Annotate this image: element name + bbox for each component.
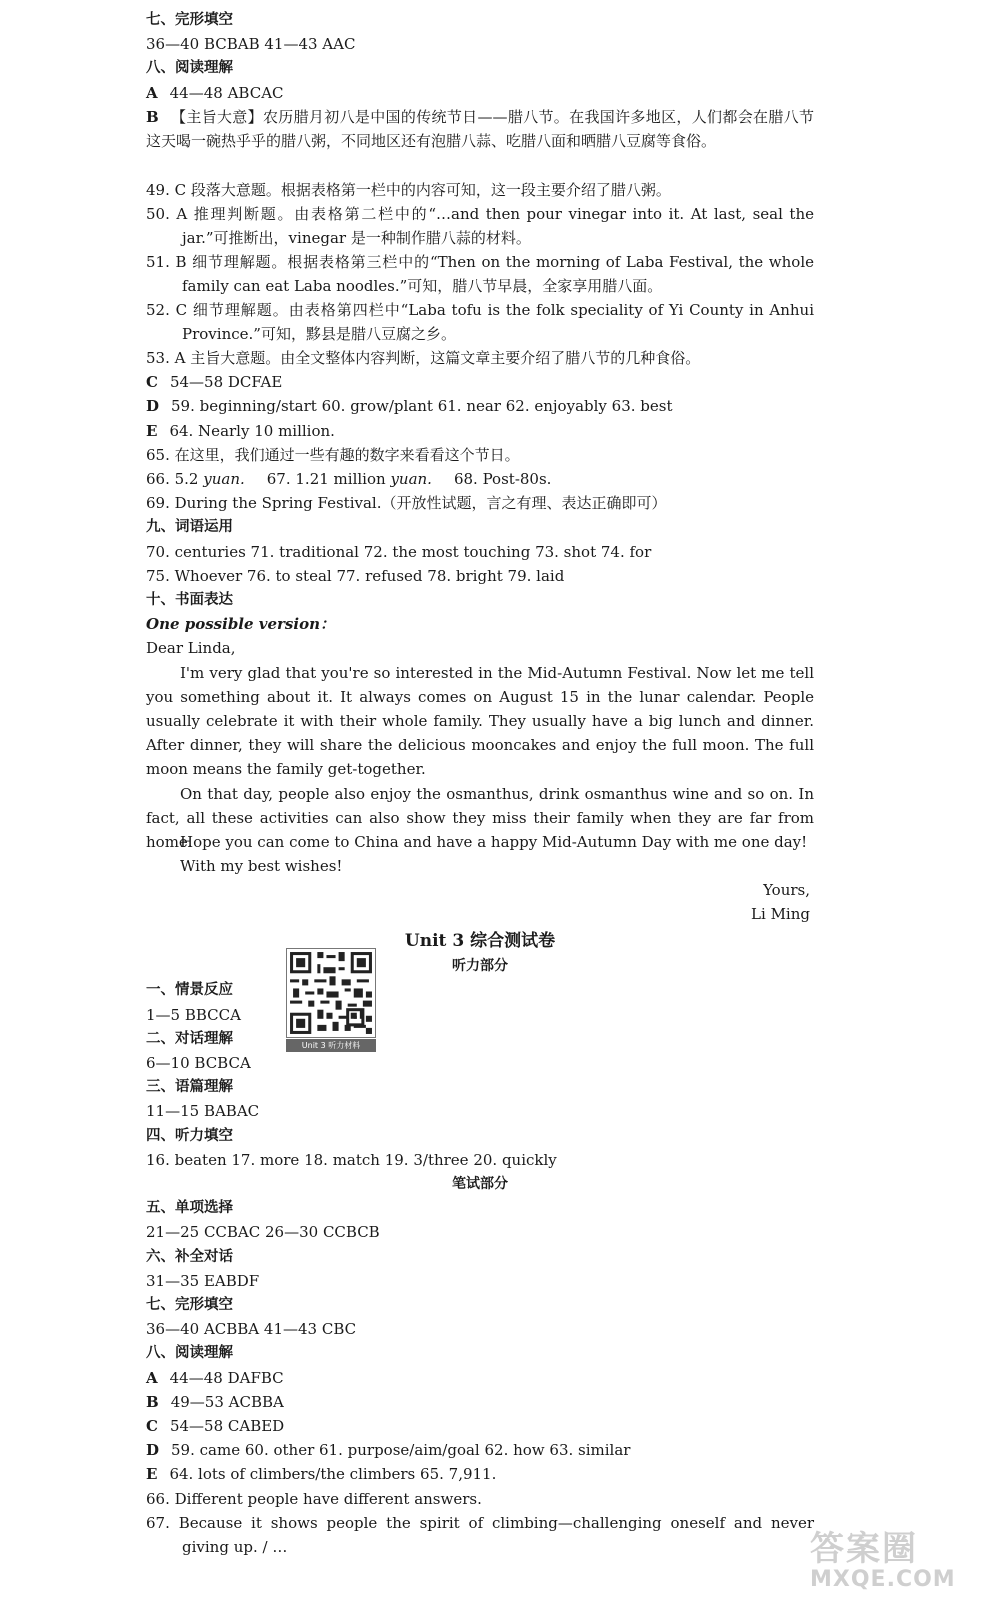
essay-greeting: Dear Linda, <box>146 639 236 658</box>
part-title: 听力部分 <box>452 958 508 975</box>
answer-explanation: 51. B 细节理解题。根据表格第三栏中的“Then on the morning of Laba Festival, the whole family can eat Laba noodles.”可知，腊八节早晨，全家享用腊八面。 <box>146 253 814 296</box>
answer-line: 70. centuries 71. traditional 72. the most touching 73. shot 74. for <box>146 542 652 561</box>
summary-text: 【主旨大意】农历腊月初八是中国的传统节日——腊八节。在我国许多地区，人们都会在腊八节这天喝一碗热乎乎的腊八粥，不同地区还有泡腊八蒜、吃腊八面和晒腊八豆腐等食俗。 <box>146 107 814 151</box>
answer-text: 44—48 ABCAC <box>169 83 284 102</box>
essay-paragraph: With my best wishes! <box>180 856 343 875</box>
qr-code[interactable] <box>286 948 376 1052</box>
section-heading: 七、完形填空 <box>146 1296 233 1313</box>
answer-text: 49—53 ACBBA <box>170 1392 284 1411</box>
section-heading: 一、情景反应 <box>146 982 233 999</box>
answer-text: 67. 1.21 million <box>266 470 391 489</box>
answer-text: 64. lots of climbers/the climbers 65. 7,911. <box>169 1465 497 1484</box>
qr-code-icon <box>286 948 376 1038</box>
answer-line: 6—10 BCBCA <box>146 1054 251 1073</box>
watermark-bottom: MXQE.COM <box>810 1567 956 1592</box>
answer-text: 66. 5.2 <box>146 470 204 489</box>
section-heading: 五、单项选择 <box>146 1200 233 1217</box>
answer-line: 69. During the Spring Festival.（开放性试题，言之有理、表达正确即可） <box>146 494 667 513</box>
answer-line: 49. C 段落大意题。根据表格第一栏中的内容可知，这一段主要介绍了腊八粥。 <box>146 180 671 199</box>
qr-label: Unit 3 听力材料 <box>286 1039 376 1052</box>
answer-line: 1—5 BBCCA <box>146 1005 241 1024</box>
answer-page <box>146 8 814 1559</box>
answer-line: 75. Whoever 76. to steal 77. refused 78. bright 79. laid <box>146 566 565 585</box>
essay-closing: Yours, <box>763 881 810 900</box>
answer-line: 66. Different people have different answers. <box>146 1489 482 1508</box>
answer-line: 11—15 BABAC <box>146 1102 260 1121</box>
answer-line: 21—25 CCBAC 26—30 CCBCB <box>146 1223 380 1242</box>
answer-line <box>146 370 814 394</box>
answer-text: 59. beginning/start 60. grow/plant 61. near 62. enjoyably 63. best <box>171 397 673 416</box>
section-heading: 二、对话理解 <box>146 1030 233 1047</box>
answer-text: yuan. <box>203 470 245 489</box>
part-letter: C <box>146 1416 158 1435</box>
answer-text: yuan. <box>390 470 432 489</box>
answer-line <box>146 81 814 105</box>
answer-text: 54—58 DCFAE <box>169 373 283 392</box>
answer-line: 36—40 ACBBA 41—43 CBC <box>146 1320 357 1339</box>
part-title: 笔试部分 <box>452 1176 508 1193</box>
answer-line <box>146 1414 814 1438</box>
part-letter: B <box>146 1392 159 1411</box>
answer-line <box>146 394 814 418</box>
section-heading: 八、阅读理解 <box>146 1345 233 1362</box>
part-letter: D <box>146 1441 160 1460</box>
section-heading: 四、听力填空 <box>146 1127 233 1144</box>
part-letter: A <box>146 1368 158 1387</box>
answer-text: 54—58 CABED <box>169 1416 285 1435</box>
answer-line <box>146 1366 814 1390</box>
answer-line <box>146 1438 814 1462</box>
answer-line <box>146 1462 814 1486</box>
answer-text: 59. came 60. other 61. purpose/aim/goal 62. how 63. similar <box>171 1441 631 1460</box>
section-heading: 三、语篇理解 <box>146 1079 233 1096</box>
essay-paragraph: Hope you can come to China and have a happy Mid-Autumn Day with me one day! <box>180 832 808 851</box>
answer-text: 64. Nearly 10 million. <box>169 421 335 440</box>
section-heading: 六、补全对话 <box>146 1248 233 1265</box>
section-heading: 八、阅读理解 <box>146 60 233 77</box>
part-letter: B <box>146 107 159 126</box>
answer-explanation: 50. A 推理判断题。由表格第二栏中的“…and then pour vinegar into it. At last, seal the jar.”可推断出，vinegar 是一种制作腊八蒜的材料。 <box>146 205 814 248</box>
watermark-logo <box>810 1530 980 1594</box>
section-heading: 九、词语运用 <box>146 519 233 536</box>
essay-label: One possible version： <box>146 615 335 634</box>
part-letter: C <box>146 373 158 392</box>
essay-paragraph: I'm very glad that you're so interested in the Mid-Autumn Festival. Now let me tell you something about it. It always comes on August 15 in the lunar calendar. People usually celebrate it with their whole family. They usually have a big lunch and dinner. After dinner, they will share the delicious mooncakes and enjoy the full moon. The full moon means the family get-together. <box>146 663 814 779</box>
answer-line: 65. 在这里，我们通过一些有趣的数字来看看这个节日。 <box>146 445 520 464</box>
essay-signature: Li Ming <box>751 905 810 924</box>
answer-line <box>146 467 814 491</box>
answer-explanation: 67. Because it shows people the spirit of climbing—challenging oneself and never giving up. / … <box>146 1513 814 1556</box>
unit-title: Unit 3 综合测试卷 <box>404 931 556 952</box>
answer-explanation: 52. C 细节理解题。由表格第四栏中“Laba tofu is the folk speciality of Yi County in Anhui Province.”可知，黟县是腊八豆腐之乡。 <box>146 301 814 344</box>
part-letter: A <box>146 83 158 102</box>
essay-paragraph: On that day, people also enjoy the osmanthus, drink osmanthus wine and so on. In fact, all these activities can also show they miss their family when they are far from home. <box>146 784 814 852</box>
answer-line: 31—35 EABDF <box>146 1271 260 1290</box>
watermark-top: 答案圈 <box>810 1529 918 1569</box>
answer-text: 68. Post-80s. <box>453 470 552 489</box>
part-letter: D <box>146 397 160 416</box>
answer-text: 44—48 DAFBC <box>169 1368 284 1387</box>
answer-line <box>146 1390 814 1414</box>
answer-line: 36—40 BCBAB 41—43 AAC <box>146 35 356 54</box>
answer-line: 16. beaten 17. more 18. match 19. 3/three 20. quickly <box>146 1150 557 1169</box>
section-heading: 七、完形填空 <box>146 12 233 28</box>
part-letter: E <box>146 421 158 440</box>
paragraph <box>146 105 814 178</box>
answer-line: 53. A 主旨大意题。由全文整体内容判断，这篇文章主要介绍了腊八节的几种食俗。 <box>146 349 701 368</box>
part-letter: E <box>146 1465 158 1484</box>
section-heading: 十、书面表达 <box>146 592 233 609</box>
answer-line <box>146 419 814 443</box>
